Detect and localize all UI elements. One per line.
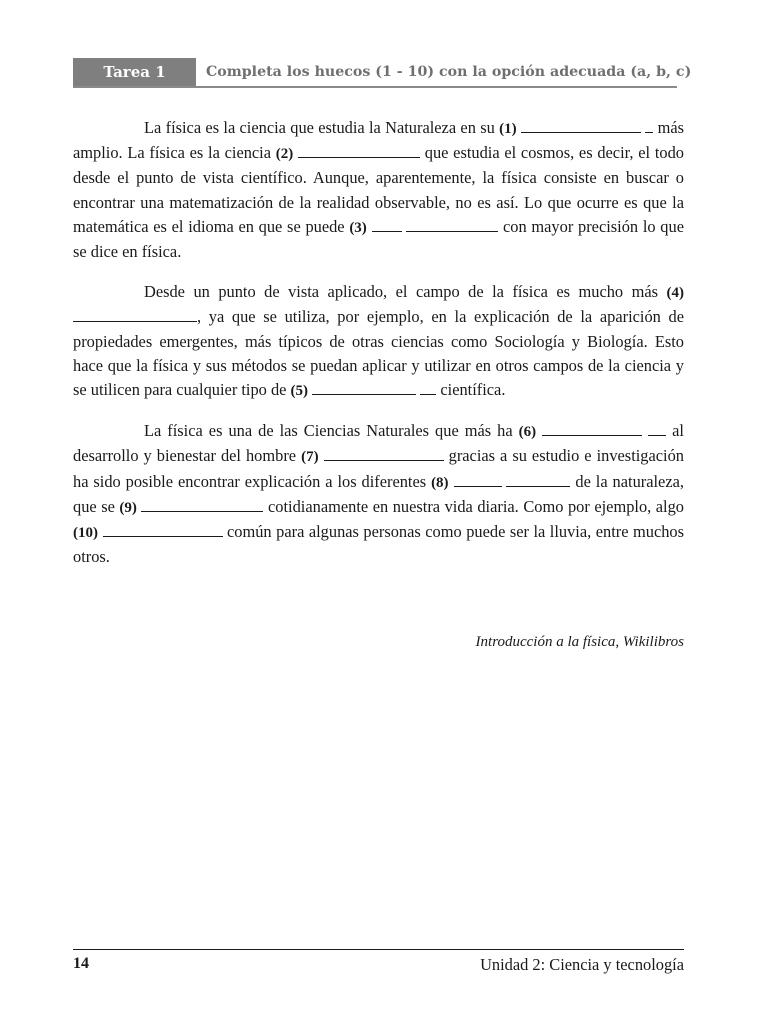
text-segment: común para algunas personas como puede ser la lluvia, entre muchos otros. (73, 522, 684, 567)
reading-text (73, 116, 684, 585)
gap-blank-1 (521, 117, 641, 133)
gap-number-8: (8) (431, 474, 449, 491)
gap-blank-5-cont (420, 379, 436, 395)
gap-blank-6-cont (648, 420, 666, 436)
text-segment: , ya que se utiliza, por ejemplo, en la explicación de la aparición de propiedades emergentes, más típicos de otras ciencias como Sociología y Biología. Esto hace que la física y sus métodos se puedan aplicar y utilizar en otros campos de la ciencia y se utilicen para cualquier tipo de (73, 307, 684, 400)
text-segment: Desde un punto de vista aplicado, el campo de la física es mucho más (144, 282, 667, 302)
gap-number-9: (9) (119, 499, 137, 516)
text-segment: que estudia el cosmos, es decir, el todo desde el punto de vista científico. Aunque, aparentemente, la física consiste en buscar o encontrar una matematización de la realidad observable, no es así. Lo que ocurre es que la matemática es el idioma en que se puede (73, 143, 684, 236)
gap-number-6: (6) (518, 424, 537, 441)
text-segment: La física es una de las Ciencias Naturales que más ha (144, 421, 519, 441)
paragraph-1 (73, 116, 684, 264)
gap-blank-4 (73, 306, 197, 322)
text-segment: al desarrollo y bienestar del hombre (73, 421, 684, 466)
text-segment: más amplio. La física es la ciencia (73, 118, 684, 163)
text-segment: con mayor precisión lo que se dice en física. (73, 216, 684, 262)
gap-blank-8-cont (506, 471, 570, 487)
paragraph-2 (73, 280, 684, 403)
gap-blank-10 (103, 521, 223, 537)
gap-blank-3 (372, 216, 402, 232)
text-segment: de la naturaleza, que se (73, 471, 684, 516)
task-tag: Tarea 1 (73, 58, 196, 86)
gap-number-7: (7) (301, 449, 319, 466)
page-number: 14 (73, 955, 89, 972)
task-header (73, 56, 692, 88)
gap-number-2: (2) (275, 146, 294, 163)
gap-blank-8 (454, 471, 502, 487)
gap-number-10: (10) (73, 525, 98, 542)
footer-divider (73, 949, 684, 950)
gap-blank-3-cont (406, 216, 498, 232)
paragraph-3 (73, 419, 684, 569)
task-instruction: Completa los huecos (1 - 10) con la opción adecuada (a, b, c) (206, 64, 692, 80)
gap-number-5: (5) (290, 383, 309, 400)
gap-number-3: (3) (349, 219, 367, 236)
gap-blank-5 (312, 379, 416, 395)
gap-number-4: (4) (666, 285, 684, 302)
text-segment: gracias a su estudio e investigación ha sido posible encontrar explicación a los diferentes (73, 446, 684, 491)
gap-number-1: (1) (499, 121, 517, 137)
gap-blank-6 (542, 420, 642, 436)
text-segment: cotidianamente en nuestra vida diaria. Como por ejemplo, algo (263, 496, 685, 516)
gap-blank-7 (324, 445, 444, 461)
gap-blank-2 (298, 142, 420, 158)
gap-blank-9 (141, 496, 263, 512)
text-segment: La física es la ciencia que estudia la Naturaleza en su (144, 118, 500, 137)
text-segment: científica. (436, 380, 506, 400)
source-citation: Introducción a la física, Wikilibros (475, 634, 684, 650)
footer-unit-title: Unidad 2: Ciencia y tecnología (480, 955, 684, 974)
